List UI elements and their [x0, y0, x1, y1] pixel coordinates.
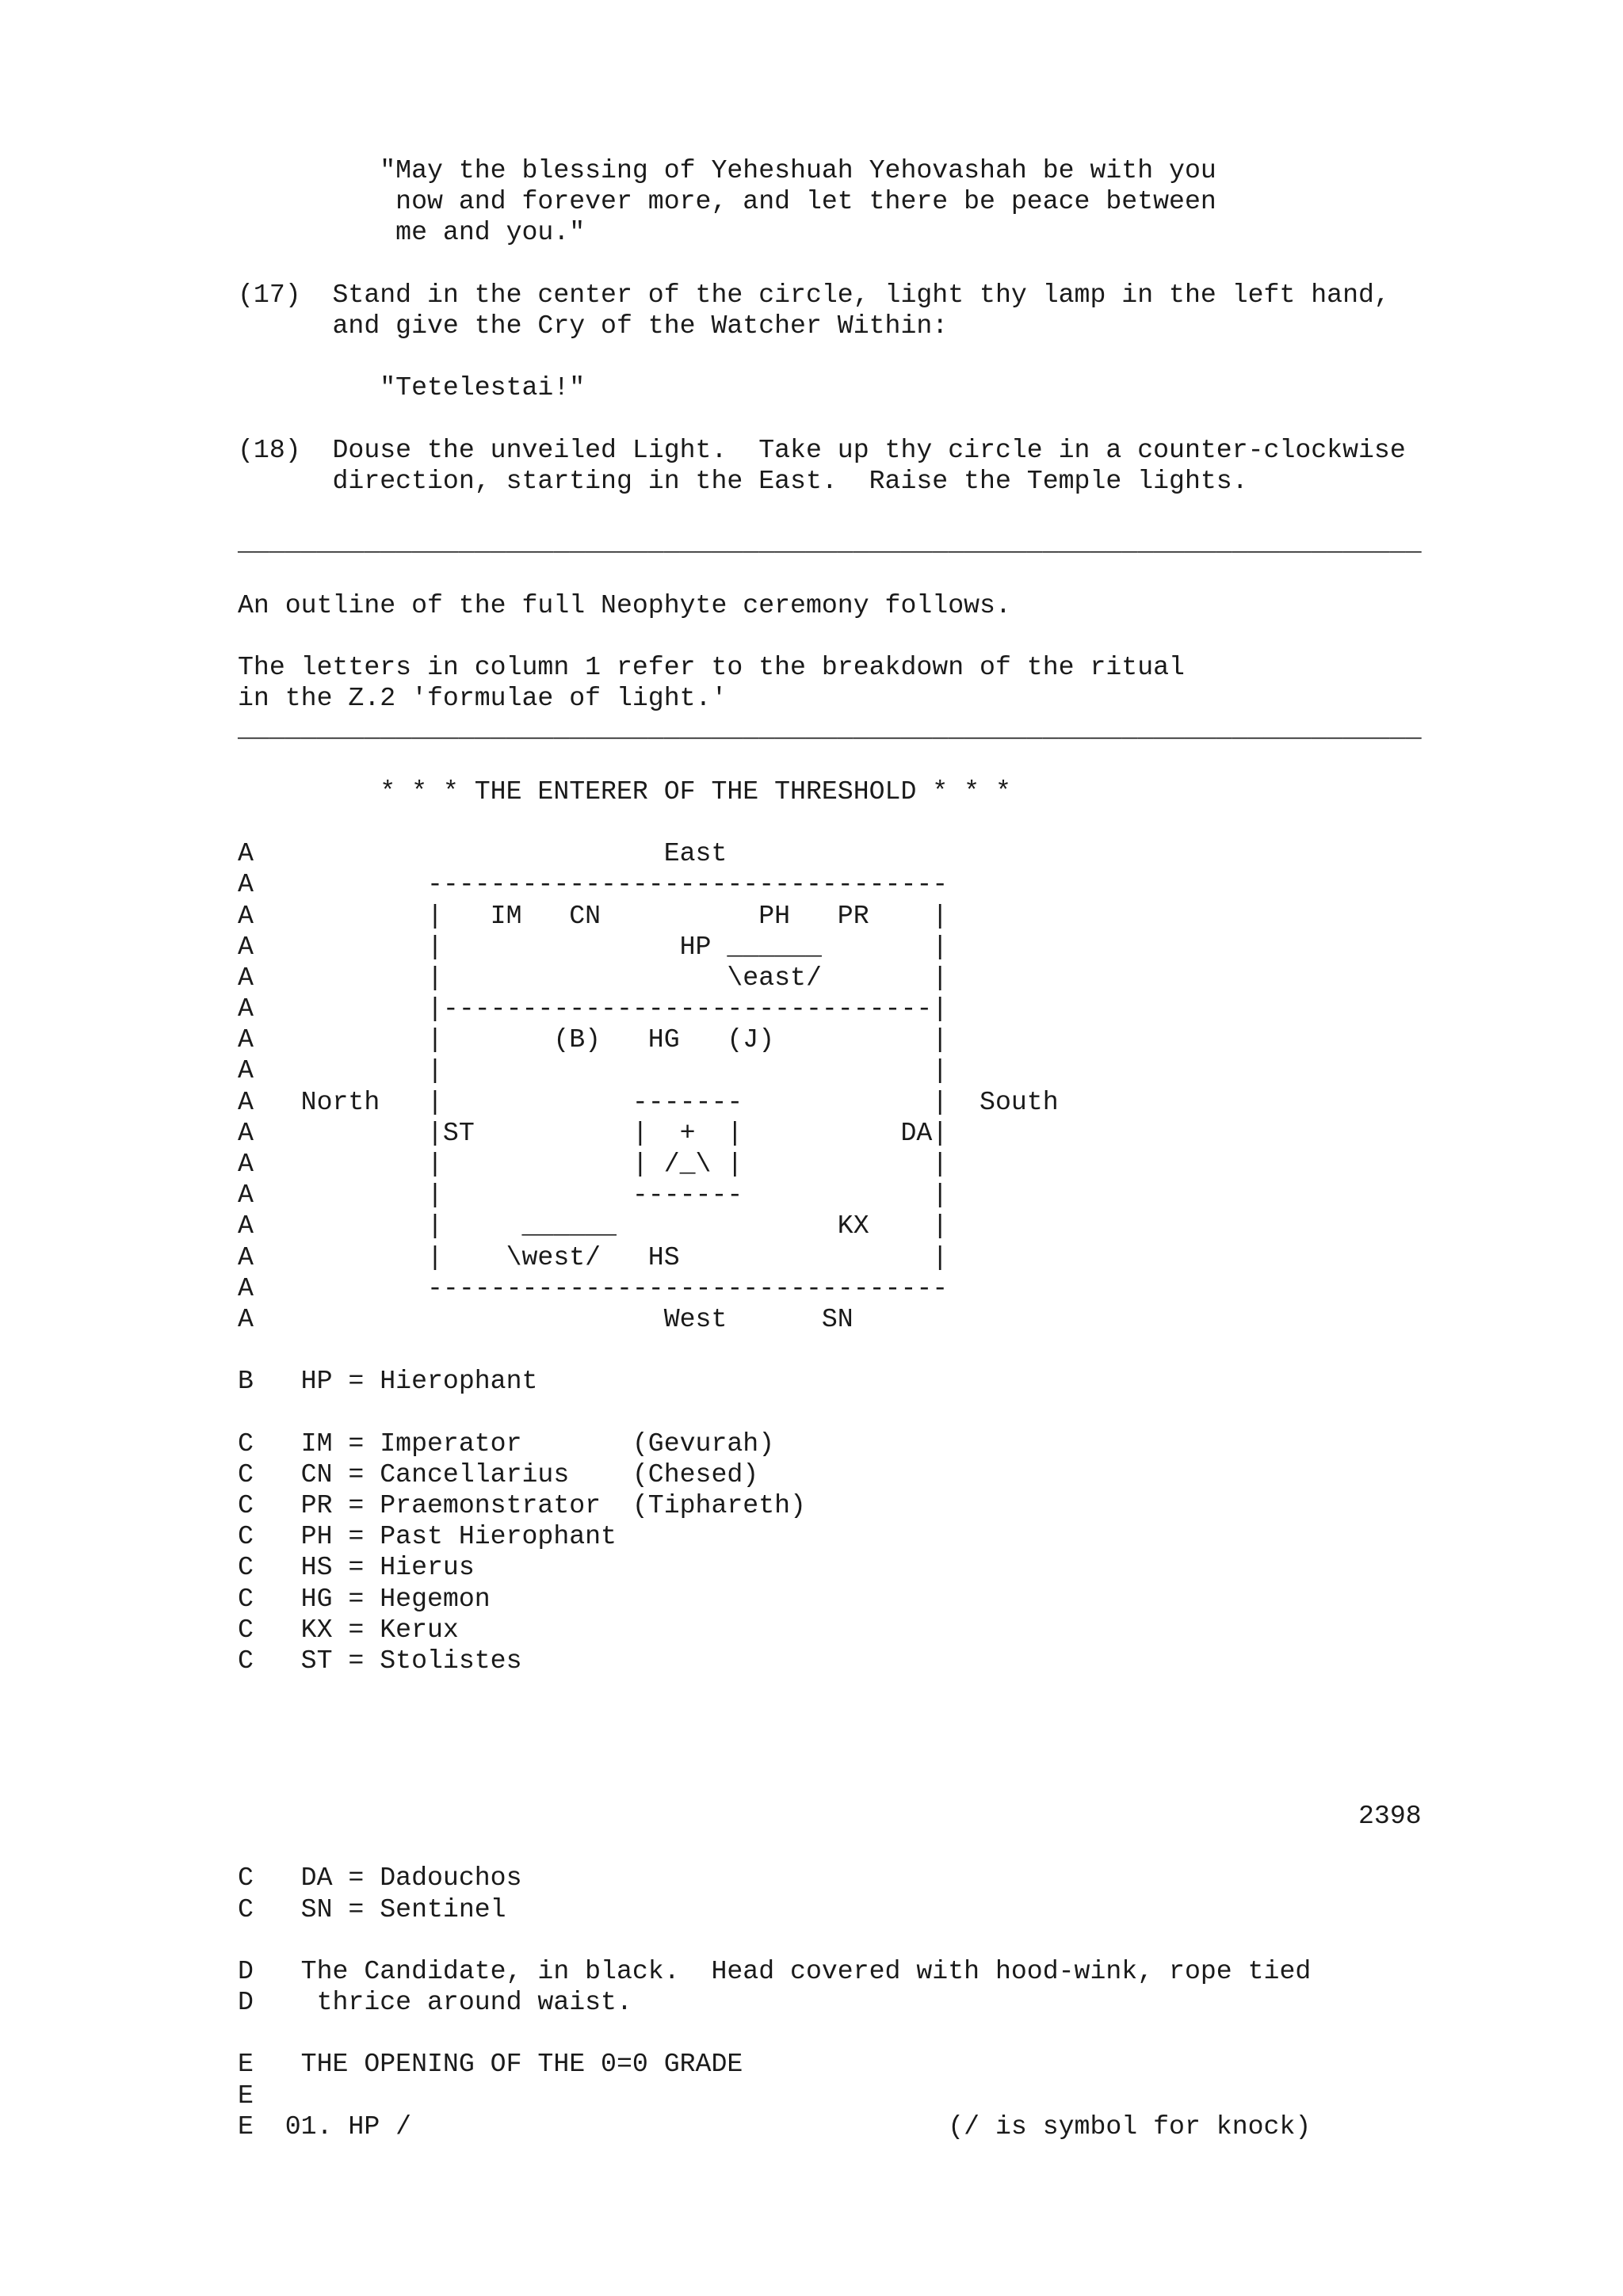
- text-line: [238, 1925, 1422, 1956]
- text-line: A | |: [238, 1055, 949, 1086]
- text-line: [238, 807, 1422, 838]
- text-line: 2398: [238, 1800, 1422, 1831]
- text-line: A | IM CN PH PR |: [238, 900, 949, 931]
- text-line: A North | ------- | South: [238, 1086, 1059, 1117]
- text-line: C DA = Dadouchos: [238, 1863, 522, 1894]
- text-line: An outline of the full Neophyte ceremony follows.: [238, 589, 1011, 620]
- text-line: A | | /_\ | |: [238, 1149, 949, 1179]
- text-line: C HS = Hierus: [238, 1552, 475, 1583]
- text-line: [238, 404, 1422, 435]
- text-line: [238, 1739, 1422, 1770]
- text-line: A |ST | + | DA|: [238, 1117, 949, 1148]
- text-line: "May the blessing of Yeheshuah Yehovashah be with you: [238, 155, 1216, 185]
- text-line: B HP = Hierophant: [238, 1366, 538, 1397]
- text-line: [238, 341, 1422, 372]
- text-line: E THE OPENING OF THE 0=0 GRADE: [238, 2049, 743, 2080]
- text-line: A | \west/ HS |: [238, 1241, 949, 1272]
- text-line: C KX = Kerux: [238, 1614, 459, 1645]
- text-line: The letters in column 1 refer to the breakdown of the ritual: [238, 652, 1185, 682]
- text-line: (17) Stand in the center of the circle, light thy lamp in the left hand,: [238, 279, 1390, 310]
- text-line: C HG = Hegemon: [238, 1583, 491, 1614]
- text-line: E: [238, 2080, 254, 2111]
- text-line: A East: [238, 838, 727, 869]
- text-line: C IM = Imperator (Gevurah): [238, 1428, 775, 1459]
- text-line: * * * THE ENTERER OF THE THRESHOLD * * *: [238, 776, 1011, 807]
- text-line: A ---------------------------------: [238, 1272, 949, 1303]
- text-line: ___________________________________________________________________________: [238, 528, 1422, 559]
- text-line: [238, 1398, 1422, 1428]
- text-line: [238, 1335, 1422, 1366]
- document-text: [238, 155, 1422, 2142]
- text-line: C PH = Past Hierophant: [238, 1521, 617, 1552]
- text-line: D The Candidate, in black. Head covered with hood-wink, rope tied: [238, 1955, 1312, 1986]
- text-line: [238, 1832, 1422, 1863]
- text-line: A | HP ______ |: [238, 931, 949, 962]
- text-line: C SN = Sentinel: [238, 1894, 506, 1924]
- text-line: A | \east/ |: [238, 962, 949, 993]
- text-line: now and forever more, and let there be peace between: [238, 186, 1216, 217]
- text-line: C PR = Praemonstrator (Tiphareth): [238, 1490, 806, 1521]
- text-line: [238, 621, 1422, 652]
- text-line: C ST = Stolistes: [238, 1646, 522, 1676]
- text-line: ___________________________________________________________________________: [238, 714, 1422, 745]
- text-line: E 01. HP / (/ is symbol for knock): [238, 2111, 1312, 2142]
- text-line: [238, 559, 1422, 589]
- text-line: A ---------------------------------: [238, 869, 949, 900]
- text-line: A | ------- |: [238, 1180, 949, 1211]
- text-line: [238, 1707, 1422, 1738]
- text-line: A West SN: [238, 1303, 854, 1334]
- text-line: A | (B) HG (J) |: [238, 1024, 949, 1055]
- text-line: "Tetelestai!": [238, 372, 586, 403]
- text-line: [238, 1676, 1422, 1707]
- text-line: [238, 2018, 1422, 2049]
- text-line: A | ______ KX |: [238, 1211, 949, 1241]
- text-line: direction, starting in the East. Raise the Temple lights.: [238, 465, 1248, 496]
- text-line: (18) Douse the unveiled Light. Take up thy circle in a counter-clockwise: [238, 434, 1406, 465]
- text-line: [238, 1770, 1422, 1801]
- text-line: [238, 249, 1422, 280]
- text-line: me and you.": [238, 217, 586, 248]
- text-line: [238, 497, 1422, 528]
- text-line: and give the Cry of the Watcher Within:: [238, 310, 949, 341]
- text-line: D thrice around waist.: [238, 1987, 632, 2018]
- text-line: [238, 746, 1422, 776]
- text-line: A |-------------------------------|: [238, 994, 949, 1024]
- text-line: in the Z.2 'formulae of light.': [238, 683, 727, 714]
- text-line: C CN = Cancellarius (Chesed): [238, 1459, 759, 1489]
